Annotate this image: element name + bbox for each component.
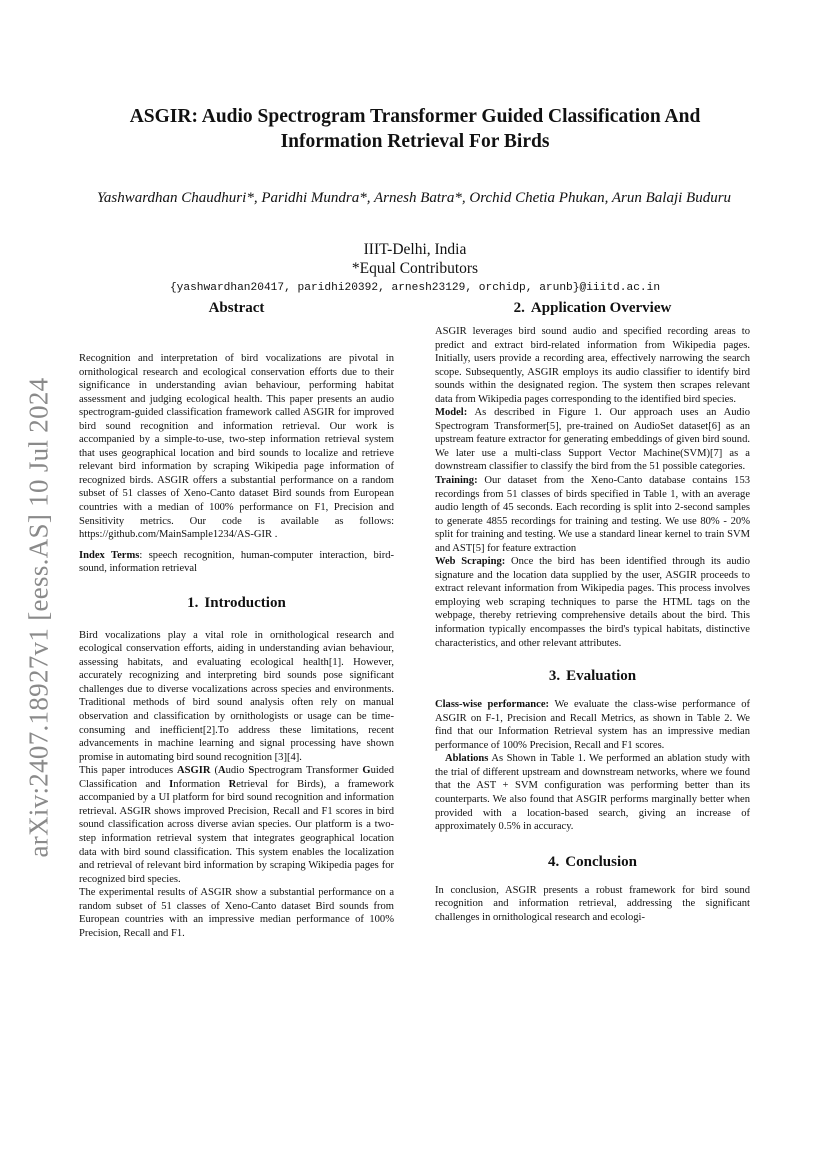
class-wise-label: Class-wise performance: bbox=[435, 699, 550, 711]
text-run: nformation bbox=[173, 778, 229, 790]
acronym-letter: R bbox=[228, 778, 237, 790]
class-wise-text: We evaluate the class-wise performance of ASGIR on F-1, Precision and Recall Metrics, as shown in Table 2. We find that our Information Retrieval system has an impressive median performance of 100% Precision, Recall and F1 scores. bbox=[435, 699, 750, 751]
acronym-letter: A bbox=[217, 765, 226, 777]
intro-paragraph-2 bbox=[79, 764, 394, 886]
text-run: pectrogram Transformer bbox=[254, 765, 363, 777]
web-scraping-paragraph bbox=[435, 555, 750, 650]
paper-title: ASGIR: Audio Spectrogram Transformer Guided Classification And Information Retrieval For Birds bbox=[129, 106, 701, 152]
author-list: Yashwardhan Chaudhuri*, Paridhi Mundra*, Arnesh Batra*, Orchid Chetia Phukan, Arun Balaji Buduru bbox=[96, 190, 732, 206]
text-run: uided Classification and bbox=[79, 765, 394, 790]
section-number: 4. bbox=[548, 853, 560, 870]
abstract-heading: Abstract bbox=[208, 300, 265, 316]
text-run: This paper introduces bbox=[79, 765, 178, 777]
model-paragraph bbox=[435, 406, 750, 474]
acronym: ASGIR bbox=[177, 765, 211, 777]
section-number: 1. bbox=[187, 594, 199, 611]
text-run: ( bbox=[210, 765, 218, 777]
acronym-letter: G bbox=[362, 765, 371, 777]
section-title: Conclusion bbox=[565, 853, 637, 870]
web-scraping-text: Once the bird has been identified through its audio signature and the location data supplied by the user, ASGIR proceeds to extract relevant information from Wikipedia pages. This process involves employing web scraping techniques to parse the HTML tags on the webpage, thereby retrieving comprehensive details about the bird. This information typically encompasses the bird's typical habitats, distinctive characteristics, and other relevant attributes. bbox=[435, 556, 750, 649]
evaluation-heading bbox=[435, 666, 750, 686]
ablations-label: Ablations bbox=[445, 753, 489, 765]
right-column bbox=[435, 298, 750, 924]
equal-contributors-note: *Equal Contributors bbox=[351, 260, 479, 277]
overview-paragraph: ASGIR leverages bird sound audio and specified recording areas to predict and extract bird-related information from Wikipedia pages. Initially, users provide a recording area, effectively narrowing the search scope. Subsequently, ASGIR employs its audio classifier to identify bird sounds within the designated region. The system then scrapes relevant data from Wikipedia pages corresponding to the identified bird species. bbox=[435, 326, 750, 405]
section-number: 2. bbox=[513, 300, 525, 316]
intro-paragraph-3: The experimental results of ASGIR show a substantial performance on a random subset of 51 classes of Xeno-Canto dataset Bird sounds from European countries with an impressive median performance of 100% Precision, Recall and F1. bbox=[79, 887, 394, 939]
ablations-text: As Shown in Table 1. We performed an ablation study with the trial of different upstream and downstream networks, where we found that the AST + SVM configuration was performing better than its counterparts. We also found that ASGIR performs marginally better when provided with a location-based search, giving an increase of approximately 0.5% in accuracy. bbox=[435, 753, 750, 833]
arxiv-watermark bbox=[14, 365, 64, 870]
text-run: etrieval for Birds), a framework accompanied by a UI platform for bird sound recognition and information retrieval. ASGIR shows improved Precision, Recall and F1 scores in bird sound classification across diverse avian species. Our platform is a two-step information retrieval system that integrates geographical location data with bird sound classification. This system enables the localization and retrieval of relevant bird information by scraping Wikipedia pages for recognized bird species. bbox=[79, 778, 394, 885]
web-scraping-label: Web Scraping: bbox=[435, 556, 506, 568]
arxiv-id: arXiv:2407.18927v1 [eess.AS] 10 Jul 2024 bbox=[23, 377, 54, 858]
index-terms-text: : speech recognition, human-computer interaction, bird-sound, information retrieval bbox=[79, 549, 394, 575]
left-column bbox=[79, 298, 394, 940]
section-number: 3. bbox=[548, 668, 561, 685]
training-text: Our dataset from the Xeno-Canto database contains 153 recordings from 51 classes of birds specified in Table 1, with an average audio length of 45 seconds. Each recording is split into 2-second samples to generate 4855 recordings for training and testing. We use 80% - 20% split for training and testing. We use a standard linear kernel to train SVM and AST[5] for feature extraction bbox=[435, 475, 750, 554]
section-title: Evaluation bbox=[566, 668, 637, 685]
section-title: Introduction bbox=[204, 594, 286, 611]
ablations-paragraph bbox=[435, 752, 750, 833]
conclusion-paragraph: In conclusion, ASGIR presents a robust framework for bird sound recognition and information retrieval, addressing the significant challenges in ornithological research and ecologi- bbox=[435, 884, 750, 923]
affiliation: IIIT-Delhi, India bbox=[363, 241, 467, 258]
model-text: As described in Figure 1. Our approach uses an Audio Spectrogram Transformer[5], pre-trained on AudioSet dataset[6] as an upstream feature extractor for generating embeddings of given bird sound. We later use a multi-class Support Vector Machine(SVM)[7] as a downstream classifier to classify the bird from the 51 possible categories. bbox=[435, 407, 750, 473]
class-wise-paragraph bbox=[435, 698, 750, 752]
model-label: Model: bbox=[435, 407, 468, 419]
conclusion-heading bbox=[435, 852, 750, 872]
text-run: udio bbox=[225, 765, 249, 777]
author-emails: {yashwardhan20417, paridhi20392, arnesh23129, orchidp, arunb}@iiitd.ac.in bbox=[169, 282, 661, 294]
acronym-letter: I bbox=[169, 778, 174, 790]
section-title: Application Overview bbox=[530, 300, 672, 316]
training-paragraph bbox=[435, 474, 750, 555]
index-terms-label: Index Terms bbox=[79, 549, 140, 561]
acronym-letter: S bbox=[248, 765, 255, 777]
training-label: Training: bbox=[435, 475, 478, 487]
index-terms bbox=[79, 549, 394, 576]
affiliation-block bbox=[100, 240, 730, 278]
introduction-heading bbox=[79, 593, 394, 613]
intro-paragraph-1: Bird vocalizations play a vital role in ornithological research and ecological conservation efforts, aiding in understanding avian behaviour, assessing habitats, and evaluating ecological health[1]. However, accurately recognizing and interpreting bird sounds pose significant challenges due to diverse vocalizations across species and environments. Traditional methods of bird sound analysis often rely on manual observation and classification by ornithologists or usage can be time-consuming and inefficient[2].To address these limitations, recent advancements in machine learning and signal processing have shown promise in automating bird sound recognition [3][4]. bbox=[79, 629, 394, 763]
abstract-text: Recognition and interpretation of bird vocalizations are pivotal in ornithological research and ecological conservation efforts due to their significance in understanding avian behaviour, performing habitat assessment and judging ecological health. This paper presents an audio spectrogram-guided classification framework called ASGIR for improved bird sound recognition and information retrieval. Our work is accompanied by a simple-to-use, two-step information retrieval system that uses geographical location and bird sounds to localize and retrieve relevant bird information by scraping Wikipedia page information of recognized birds. ASGIR offers a substantial performance on a random subset of 51 classes of Xeno-Canto dataset Bird sounds from European countries with a median of 100% performance on F1, Precision and Sensitivity metrics. Our code is available as follows: https://github.com/MainSample1234/AS-GIR . bbox=[79, 353, 394, 541]
application-overview-heading bbox=[435, 298, 750, 318]
